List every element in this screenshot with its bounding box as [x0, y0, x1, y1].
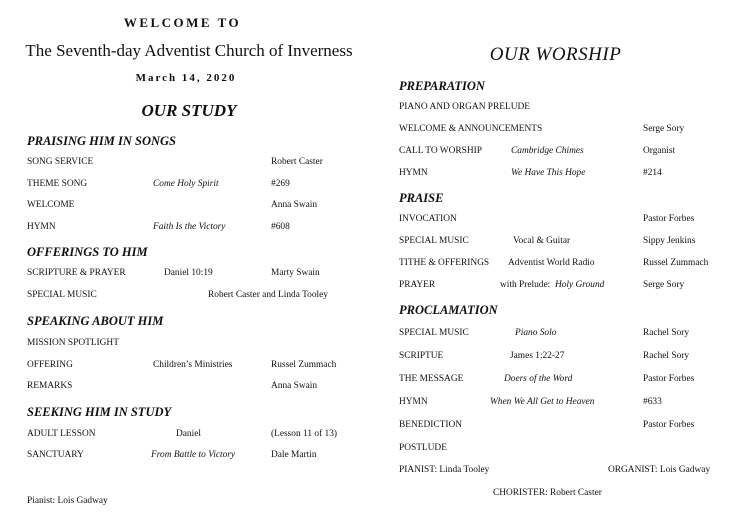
program-person: Serge Sory — [643, 280, 685, 290]
program-detail: Come Holy Spirit — [153, 179, 219, 189]
program-person: Organist — [643, 146, 676, 156]
program-item: ADULT LESSON — [27, 429, 96, 439]
program-item: WELCOME — [27, 200, 75, 210]
section-title: PRAISE — [399, 191, 444, 205]
program-item: THEME SONG — [27, 179, 88, 189]
program-person: Anna Swain — [271, 381, 318, 391]
program-detail: Cambridge Chimes — [511, 146, 584, 156]
program-detail: Vocal & Guitar — [513, 236, 571, 246]
program-item: HYMN — [399, 397, 428, 407]
program-person: #269 — [271, 179, 290, 189]
program-person: Robert Caster — [271, 157, 323, 167]
program-item: WELCOME & ANNOUNCEMENTS — [399, 124, 543, 134]
program-detail: Piano Solo — [515, 328, 557, 338]
section-title: PREPARATION — [399, 79, 485, 93]
program-detail — [500, 280, 604, 290]
program-item: BENEDICTION — [399, 420, 463, 430]
program-detail: Daniel 10:19 — [164, 268, 213, 278]
program-person: (Lesson 11 of 13) — [271, 429, 338, 439]
program-item: PIANO AND ORGAN PRELUDE — [399, 102, 530, 112]
program-person: Russel Zummach — [271, 360, 337, 370]
section-title: SPEAKING ABOUT HIM — [27, 314, 164, 328]
program-item: CALL TO WORSHIP — [399, 146, 482, 156]
program-item: REMARKS — [27, 381, 73, 391]
program-detail: Robert Caster and Linda Tooley — [208, 290, 328, 300]
program-item: THE MESSAGE — [399, 374, 464, 384]
program-person: Serge Sory — [643, 124, 685, 134]
program-person: #608 — [271, 222, 290, 232]
program-detail: James 1:22-27 — [510, 351, 565, 361]
worship-title: OUR WORSHIP — [489, 44, 622, 65]
program-item: OFFERING — [27, 360, 73, 370]
program-detail: Daniel — [176, 429, 201, 439]
section-title: PROCLAMATION — [399, 303, 498, 317]
program-person: Anna Swain — [271, 200, 318, 210]
program-item: INVOCATION — [399, 214, 457, 224]
program-item: POSTLUDE — [399, 443, 447, 453]
program-detail: Adventist World Radio — [508, 258, 595, 268]
program-item: SPECIAL MUSIC — [399, 236, 469, 246]
program-person: Pastor Forbes — [643, 420, 695, 430]
program-person: #633 — [643, 397, 662, 407]
worship-organist: ORGANIST: Lois Gadway — [608, 465, 711, 475]
section-title: SEEKING HIM IN STUDY — [27, 405, 172, 419]
program-detail: Children’s Ministries — [153, 360, 233, 370]
study-title: OUR STUDY — [141, 101, 237, 120]
program-item: SPECIAL MUSIC — [399, 328, 469, 338]
worship-pianist: PIANIST: Linda Tooley — [399, 465, 490, 475]
program-person: Rachel Sory — [643, 328, 690, 338]
program-item: PRAYER — [399, 280, 436, 290]
service-date: March 14, 2020 — [135, 72, 237, 84]
program-person: Sippy Jenkins — [643, 236, 696, 246]
study-pianist: Pianist: Lois Gadway — [27, 496, 108, 506]
section-title: OFFERINGS TO HIM — [27, 245, 148, 259]
program-detail: When We All Get to Heaven — [490, 397, 595, 407]
worship-chorister: CHORISTER: Robert Caster — [493, 488, 602, 498]
program-item: SANCTUARY — [27, 450, 84, 460]
church-name: The Seventh-day Adventist Church of Inverness — [25, 41, 353, 60]
program-person: Dale Martin — [271, 450, 317, 460]
program-item: SONG SERVICE — [27, 157, 94, 167]
program-item: SPECIAL MUSIC — [27, 290, 97, 300]
prelude-prefix: with Prelude: — [500, 280, 551, 290]
program-person: Pastor Forbes — [643, 214, 695, 224]
program-item: SCRIPTUE — [399, 351, 444, 361]
program-detail: Faith Is the Victory — [153, 222, 226, 232]
program-item: MISSION SPOTLIGHT — [27, 338, 119, 348]
program-item: HYMN — [399, 168, 428, 178]
program-detail: From Battle to Victory — [151, 450, 236, 460]
welcome-heading: WELCOME TO — [123, 15, 242, 30]
prelude-title: Holy Ground — [554, 280, 605, 290]
program-item: HYMN — [27, 222, 56, 232]
program-item: TITHE & OFFERINGS — [399, 258, 490, 268]
program-person: #214 — [643, 168, 662, 178]
program-detail: We Have This Hope — [511, 168, 586, 178]
program-person: Marty Swain — [271, 268, 320, 278]
program-item: SCRIPTURE & PRAYER — [27, 268, 126, 278]
program-detail: Doers of the Word — [504, 374, 573, 384]
section-title: PRAISING HIM IN SONGS — [27, 134, 176, 148]
program-person: Russel Zummach — [643, 258, 709, 268]
program-person: Pastor Forbes — [643, 374, 695, 384]
program-person: Rachel Sory — [643, 351, 690, 361]
